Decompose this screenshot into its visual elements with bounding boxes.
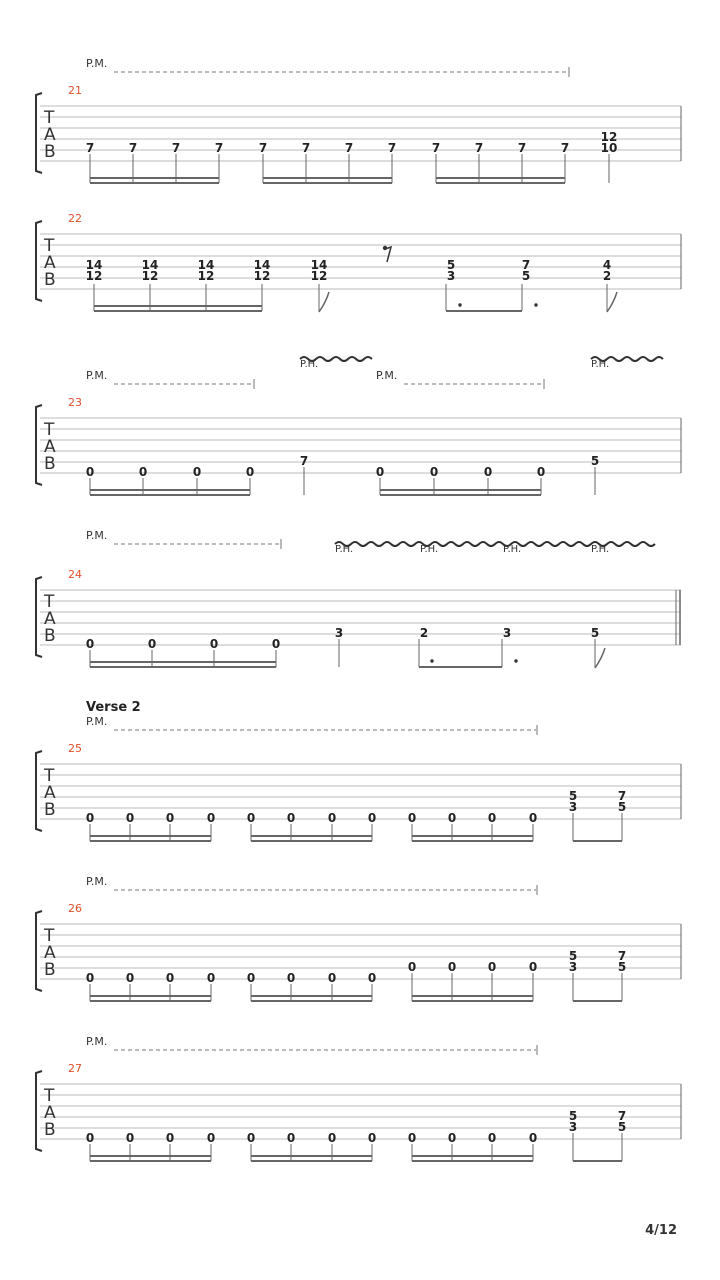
measure-number: 25 [68, 742, 82, 755]
tab-staff-lines [40, 1084, 681, 1139]
fret-number: 7 [128, 141, 138, 155]
fret-number: 0 [487, 960, 497, 974]
fret-number: 14 [85, 258, 103, 272]
fret-number: 0 [85, 811, 95, 825]
palm-mute-label: P.M. [86, 1035, 108, 1048]
fret-number: 7 [258, 141, 268, 155]
tab-clef-t: T [44, 420, 55, 440]
fret-number: 0 [327, 1131, 337, 1145]
tab-clef-t: T [44, 108, 55, 128]
fret-number: 0 [528, 811, 538, 825]
fret-number: 7 [85, 141, 95, 155]
fret-number: 12 [253, 269, 271, 283]
tab-clef-a: A [44, 1103, 56, 1123]
fret-number: 7 [299, 454, 309, 468]
fret-number: 5 [590, 454, 600, 468]
measure-number: 26 [68, 902, 82, 915]
tab-clef-a: A [44, 783, 56, 803]
fret-number: 0 [206, 811, 216, 825]
fret-number: 5 [617, 1120, 627, 1134]
fret-number: 0 [245, 465, 255, 479]
fret-number: 7 [560, 141, 570, 155]
fret-number: 3 [446, 269, 456, 283]
fret-number: 0 [246, 811, 256, 825]
fret-number: 0 [85, 637, 95, 651]
fret-number: 0 [286, 811, 296, 825]
fret-number: 0 [407, 1131, 417, 1145]
palm-mute-label: P.M. [376, 369, 398, 382]
fret-number: 0 [375, 465, 385, 479]
pinch-harmonic-label: P.H. [335, 544, 354, 555]
fret-number: 12 [310, 269, 328, 283]
fret-number: 7 [431, 141, 441, 155]
note-flag [595, 648, 605, 668]
tab-clef-t: T [44, 592, 55, 612]
tab-clef-b: B [44, 142, 56, 162]
tab-staff-lines [40, 234, 681, 289]
fret-number: 0 [286, 971, 296, 985]
fret-number: 0 [483, 465, 493, 479]
fret-number: 5 [617, 960, 627, 974]
fret-numbers [86, 454, 599, 479]
fret-number: 0 [209, 637, 219, 651]
fret-number: 0 [407, 811, 417, 825]
fret-number: 12 [85, 269, 103, 283]
fret-number: 7 [344, 141, 354, 155]
fret-number: 10 [600, 141, 618, 155]
tab-clef-b: B [44, 1120, 56, 1140]
tab-clef-a: A [44, 253, 56, 273]
fret-number: 7 [617, 789, 627, 803]
fret-number: 0 [407, 960, 417, 974]
eighth-rest [383, 246, 391, 262]
fret-number: 5 [568, 949, 578, 963]
pinch-harmonic-label: P.H. [591, 544, 610, 555]
fret-number: 7 [171, 141, 181, 155]
dot [458, 303, 461, 306]
tab-clef-b: B [44, 626, 56, 646]
tab-clef-b: B [44, 454, 56, 474]
fret-number: 0 [138, 465, 148, 479]
tab-clef-b: B [44, 270, 56, 290]
fret-number: 0 [147, 637, 157, 651]
fret-number: 5 [617, 800, 627, 814]
fret-number: 0 [271, 637, 281, 651]
fret-number: 7 [517, 141, 527, 155]
tab-clef-a: A [44, 437, 56, 457]
fret-number: 14 [197, 258, 215, 272]
fret-number: 0 [165, 811, 175, 825]
system-22 [36, 212, 681, 312]
note-stems [94, 284, 607, 312]
fret-number: 12 [600, 130, 618, 144]
palm-mute-label: P.M. [86, 875, 108, 888]
tab-clef-t: T [44, 926, 55, 946]
system-21 [36, 57, 681, 184]
fret-number: 0 [447, 1131, 457, 1145]
fret-number: 0 [85, 971, 95, 985]
beams [90, 177, 565, 184]
dot [534, 303, 537, 306]
fret-number: 0 [125, 971, 135, 985]
fret-number: 0 [367, 1131, 377, 1145]
fret-number: 7 [617, 949, 627, 963]
tab-clef-a: A [44, 125, 56, 145]
fret-number: 0 [528, 960, 538, 974]
dot [430, 659, 433, 662]
fret-number: 2 [419, 626, 429, 640]
pinch-harmonic-label: P.H. [300, 359, 319, 370]
fret-number: 12 [141, 269, 159, 283]
pinch-harmonic-label: P.H. [591, 359, 610, 370]
tab-staff-lines [40, 924, 681, 979]
fret-number: 0 [206, 1131, 216, 1145]
palm-mute-label: P.M. [86, 715, 108, 728]
fret-numbers [86, 789, 626, 825]
dot [514, 659, 517, 662]
fret-number: 7 [387, 141, 397, 155]
fret-number: 0 [286, 1131, 296, 1145]
fret-number: 7 [474, 141, 484, 155]
beams [90, 489, 541, 496]
fret-number: 5 [521, 269, 531, 283]
fret-number: 0 [487, 1131, 497, 1145]
pinch-harmonic-label: P.H. [420, 544, 439, 555]
fret-numbers [86, 1109, 626, 1145]
tab-clef-t: T [44, 236, 55, 256]
fret-number: 7 [301, 141, 311, 155]
fret-number: 3 [568, 800, 578, 814]
pinch-harmonic-label: P.H. [503, 544, 522, 555]
tab-clef-b: B [44, 960, 56, 980]
system-27 [36, 1035, 681, 1162]
measure-number: 22 [68, 212, 82, 225]
beams [94, 305, 522, 312]
fret-number: 0 [528, 1131, 538, 1145]
fret-number: 5 [446, 258, 456, 272]
tab-clef-a: A [44, 609, 56, 629]
fret-number: 7 [214, 141, 224, 155]
system-26 [36, 875, 681, 1002]
fret-number: 0 [447, 811, 457, 825]
fret-number: 0 [165, 971, 175, 985]
fret-numbers [86, 949, 626, 985]
palm-mute-label: P.M. [86, 369, 108, 382]
tab-clef-t: T [44, 1086, 55, 1106]
fret-number: 0 [192, 465, 202, 479]
fret-number: 5 [568, 1109, 578, 1123]
fret-number: 0 [85, 465, 95, 479]
fret-number: 0 [125, 811, 135, 825]
palm-mute-label: P.M. [86, 529, 108, 542]
fret-number: 5 [590, 626, 600, 640]
tab-clef-t: T [44, 766, 55, 786]
fret-number: 7 [617, 1109, 627, 1123]
note-flag [607, 292, 617, 312]
fret-number: 14 [310, 258, 328, 272]
fret-number: 0 [536, 465, 546, 479]
tab-staff-lines [40, 764, 681, 819]
tab-staff-lines [40, 418, 681, 473]
fret-number: 0 [85, 1131, 95, 1145]
fret-number: 0 [327, 971, 337, 985]
palm-mute-label: P.M. [86, 57, 108, 70]
fret-number: 12 [197, 269, 215, 283]
fret-number: 0 [429, 465, 439, 479]
fret-number: 7 [521, 258, 531, 272]
measure-number: 21 [68, 84, 82, 97]
tab-staff-lines [40, 590, 681, 645]
fret-number: 0 [165, 1131, 175, 1145]
fret-number: 0 [487, 811, 497, 825]
system-23 [36, 357, 681, 496]
fret-number: 0 [125, 1131, 135, 1145]
section-title: Verse 2 [86, 700, 141, 715]
tab-clef-b: B [44, 800, 56, 820]
fret-number: 3 [568, 1120, 578, 1134]
note-flag [319, 292, 329, 312]
fret-number: 0 [327, 811, 337, 825]
note-stems [90, 639, 595, 668]
fret-numbers [86, 626, 599, 651]
fret-number: 0 [246, 971, 256, 985]
fret-number: 3 [334, 626, 344, 640]
measure-number: 27 [68, 1062, 82, 1075]
fret-number: 0 [367, 811, 377, 825]
fret-number: 0 [246, 1131, 256, 1145]
fret-number: 3 [502, 626, 512, 640]
system-24 [36, 529, 681, 668]
fret-number: 5 [568, 789, 578, 803]
fret-number: 0 [367, 971, 377, 985]
page-number: 4/12 [645, 1223, 677, 1238]
fret-number: 4 [602, 258, 612, 272]
fret-number: 14 [253, 258, 271, 272]
fret-number: 14 [141, 258, 159, 272]
fret-numbers [86, 258, 612, 283]
tab-clef-a: A [44, 943, 56, 963]
fret-number: 3 [568, 960, 578, 974]
measure-number: 24 [68, 568, 82, 581]
measure-number: 23 [68, 396, 82, 409]
fret-numbers [86, 130, 618, 155]
fret-number: 2 [602, 269, 612, 283]
fret-number: 0 [206, 971, 216, 985]
fret-number: 0 [447, 960, 457, 974]
system-25 [36, 700, 681, 842]
